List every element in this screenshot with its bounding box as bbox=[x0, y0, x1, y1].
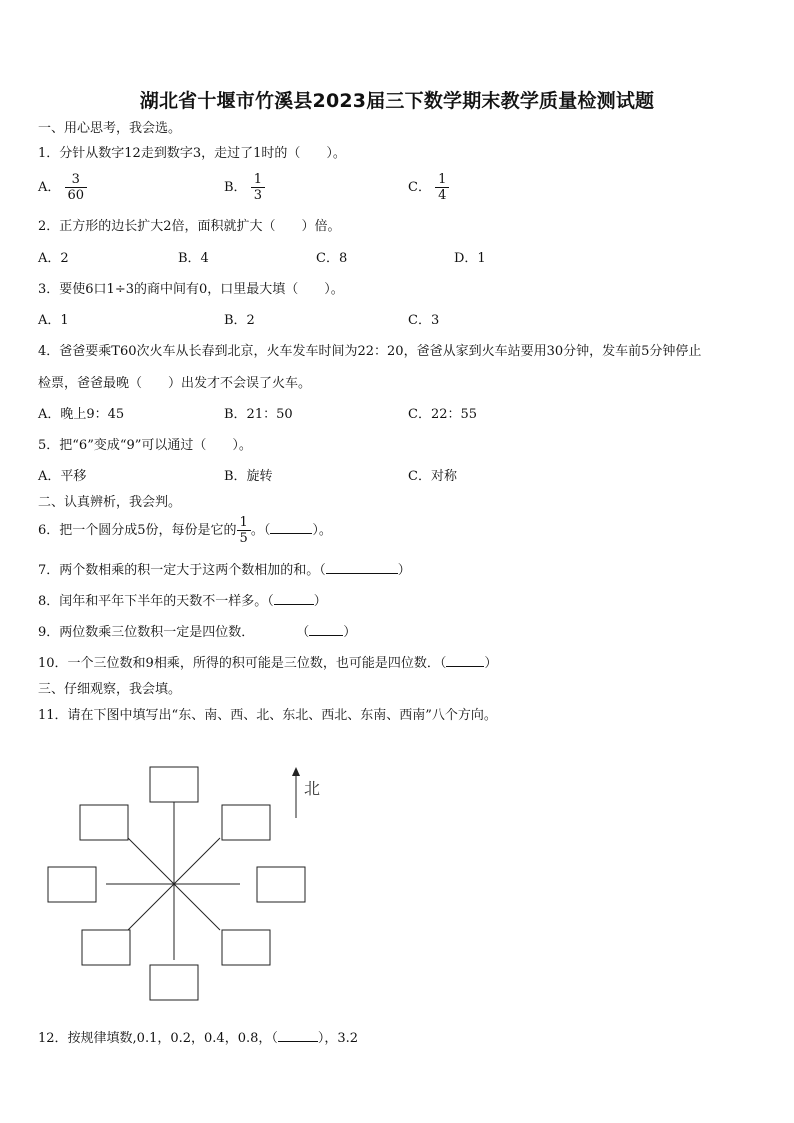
q2-option-a: A．2 bbox=[38, 251, 69, 266]
fraction-denominator: 4 bbox=[438, 188, 447, 203]
q6-paren-open: 。（ bbox=[250, 523, 271, 538]
q2-option-d: D．1 bbox=[454, 251, 486, 266]
q5-option-a: A．平移 bbox=[38, 469, 87, 484]
q3-option-a: A．1 bbox=[38, 313, 69, 328]
section-2-heading: 二、认真辨析，我会判。 bbox=[38, 495, 182, 510]
section-3-heading: 三、仔细观察，我会填。 bbox=[38, 682, 182, 697]
fraction-denominator: 3 bbox=[253, 188, 262, 203]
q6-paren-close: ）。 bbox=[312, 523, 332, 538]
q4-option-a: A．晚上9：45 bbox=[38, 407, 125, 422]
q2-stem: 2．正方形的边长扩大2倍，面积就扩大（ ）倍。 bbox=[38, 219, 341, 234]
q4-option-b: B．21：50 bbox=[224, 407, 293, 422]
west-box[interactable] bbox=[48, 867, 96, 902]
fraction-numerator: 3 bbox=[65, 172, 88, 188]
q5-option-c: C．对称 bbox=[408, 469, 457, 484]
north-box[interactable] bbox=[150, 767, 198, 802]
q9-paren-close: ） bbox=[343, 625, 357, 640]
southeast-box[interactable] bbox=[222, 930, 270, 965]
q7-paren-close: ） bbox=[397, 563, 411, 578]
q4-option-c: C．22：55 bbox=[408, 407, 478, 422]
q7-text: 7．两个数相乘的积一定大于这两个数相加的和。（ bbox=[38, 563, 326, 578]
q3-option-c: C．3 bbox=[408, 313, 440, 328]
fraction-numerator: 1 bbox=[435, 172, 449, 188]
page-title: 湖北省十堰市竹溪县2023届三下数学期末教学质量检测试题 bbox=[139, 90, 655, 112]
northeast-box[interactable] bbox=[222, 805, 270, 840]
q8-paren-close: ） bbox=[313, 594, 327, 609]
north-label: 北 bbox=[304, 779, 321, 798]
q10-paren-close: ） bbox=[484, 656, 498, 671]
q2-option-b: B．4 bbox=[178, 251, 209, 266]
q5-stem: 5．把“6”变成“9”可以通过（ ）。 bbox=[38, 438, 252, 453]
q12-statement bbox=[38, 1031, 358, 1047]
q1-stem: 1．分针从数字12走到数字3，走过了1时的（ ）。 bbox=[38, 146, 346, 161]
q3-stem: 3．要使6口1÷3的商中间有0，口里最大填（ ）。 bbox=[38, 282, 344, 297]
q10-text: 10．一个三位数和9相乘，所得的积可能是三位数，也可能是四位数．（ bbox=[38, 656, 447, 671]
q9-text: 9．两位数乘三位数积一定是四位数． bbox=[38, 625, 255, 640]
q1-option-b-label: B． bbox=[224, 180, 247, 195]
fraction-denominator: 5 bbox=[239, 531, 248, 546]
q1-option-a-label: A． bbox=[38, 180, 61, 195]
q12-answer-blank[interactable] bbox=[278, 1041, 318, 1042]
q1-option-c-label: C． bbox=[408, 180, 431, 195]
q2-option-c: C．8 bbox=[316, 251, 348, 266]
q5-option-b: B．旋转 bbox=[224, 469, 273, 484]
section-1-heading: 一、用心思考，我会选。 bbox=[38, 121, 182, 136]
fraction-numerator: 1 bbox=[251, 172, 265, 188]
q4-stem-line2: 检票，爸爸最晚（ ）出发才不会误了火车。 bbox=[38, 376, 312, 391]
q4-stem-line1: 4．爸爸要乘T60次火车从长春到北京，火车发车时间为22：20，爸爸从家到火车站要用30分钟，发车前5分钟停止 bbox=[38, 344, 702, 359]
northwest-box[interactable] bbox=[80, 805, 128, 840]
east-box[interactable] bbox=[257, 867, 305, 902]
fraction-numerator: 1 bbox=[237, 515, 251, 531]
southwest-box[interactable] bbox=[82, 930, 130, 965]
q3-option-b: B．2 bbox=[224, 313, 255, 328]
q12-tail: ），3.2 bbox=[317, 1031, 359, 1046]
north-arrow-icon bbox=[292, 767, 300, 776]
south-box[interactable] bbox=[150, 965, 198, 1000]
q12-text: 12．按规律填数,0.1，0.2，0.4，0.8，（ bbox=[38, 1031, 278, 1046]
q11-stem: 11．请在下图中填写出“东、南、西、北、东北、西北、东南、西南”八个方向。 bbox=[38, 708, 497, 723]
q6-text: 6．把一个圆分成5份，每份是它的 bbox=[38, 523, 237, 538]
q9-paren-open: （ bbox=[296, 625, 310, 640]
q8-text: 8．闰年和平年下半年的天数不一样多。（ bbox=[38, 594, 274, 609]
fraction-denominator: 60 bbox=[67, 188, 85, 203]
